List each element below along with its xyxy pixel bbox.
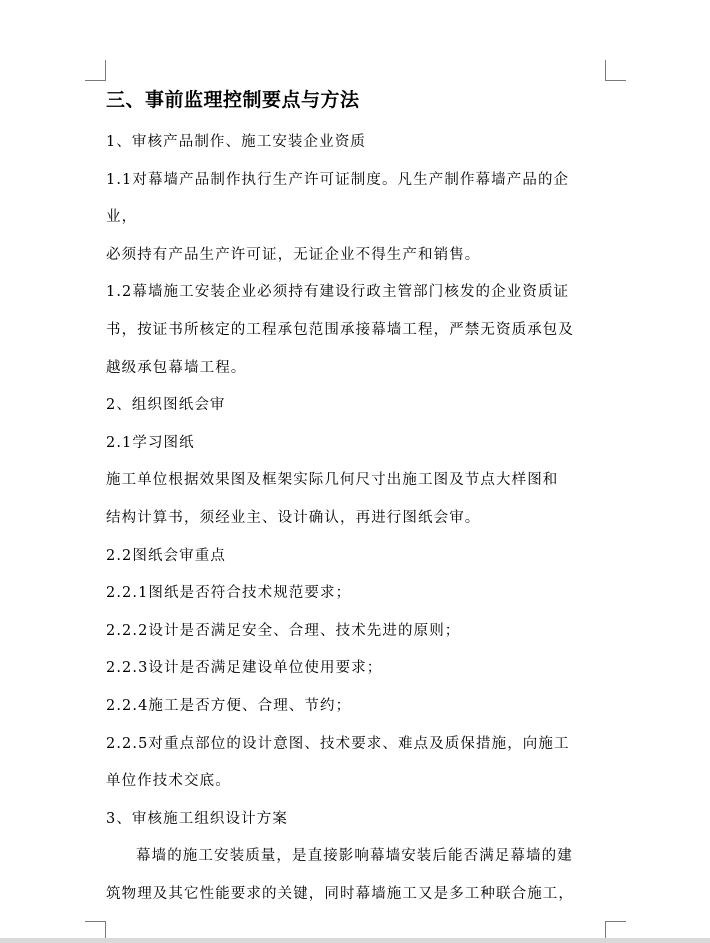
text-line: 业， [106,209,138,226]
text-line: 书，按证书所核定的工程承包范围承接幕墙工程，严禁无资质承包及 [106,321,574,338]
text-line: 筑物理及其它性能要求的关键，同时幕墙施工又是多工种联合施工， [106,885,574,902]
text-line: 施工单位根据效果图及框架实际几何尺寸出施工图及节点大样图和 [106,472,559,489]
text-line: 2.2.4施工是否方便、合理、节约； [106,697,352,714]
margin-corner-top-left [85,60,106,81]
text-line: 1.1对幕墙产品制作执行生产许可证制度。凡生产制作幕墙产品的企 [106,171,570,188]
document-body [106,86,606,913]
page-bottom-edge [0,938,710,943]
text-line: 结构计算书，须经业主、设计确认，再进行图纸会审。 [106,509,481,526]
text-line: 1.2幕墙施工安装企业必须持有建设行政主管部门核发的企业资质证 [106,284,570,301]
text-line: 2.2.5对重点部位的设计意图、技术要求、难点及质保措施，向施工 [106,735,570,752]
text-line: 2.2.1图纸是否符合技术规范要求； [106,585,352,602]
text-line: 2.2.2设计是否满足安全、合理、技术先进的原则； [106,622,461,639]
text-line: 单位作技术交底。 [106,773,231,790]
text-line: 必须持有产品生产许可证，无证企业不得生产和销售。 [106,246,481,263]
text-line: 幕墙的施工安装质量，是直接影响幕墙安装后能否满足幕墙的建 [136,848,573,865]
text-line: 2.2.3设计是否满足建设单位使用要求； [106,660,383,677]
text-line: 2.1学习图纸 [106,434,195,451]
text-line: 2.2图纸会审重点 [106,547,226,564]
text-line: 1、审核产品制作、施工安装企业资质 [106,134,366,150]
section-heading: 三、事前监理控制要点与方法 [106,89,360,111]
text-line: 2、组织图纸会审 [106,397,226,414]
text-line: 3、审核施工组织设计方案 [106,810,288,827]
text-line: 越级承包幕墙工程。 [106,359,247,376]
margin-corner-top-right [605,60,626,81]
